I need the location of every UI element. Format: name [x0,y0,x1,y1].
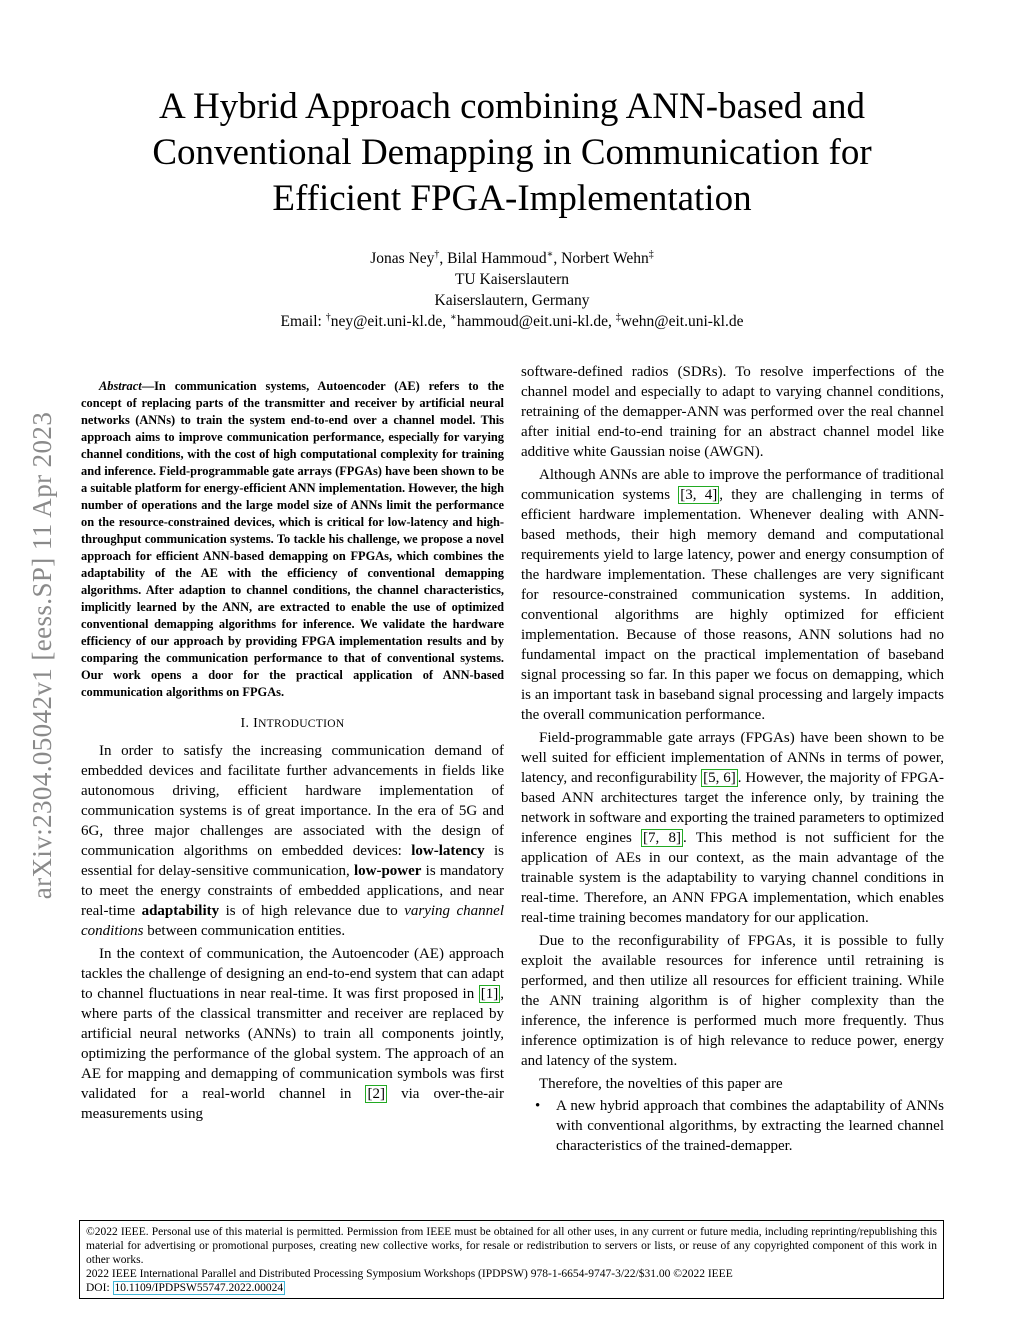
paragraph-novelties: Therefore, the novelties of this paper are [539,1076,783,1092]
title-line-3: Efficient FPGA-Implementation [272,178,752,219]
copyright-notice: ©2022 IEEE. Personal use of this material is permitted. Permission from IEEE must be obtained for all other uses, in any current or future media, including reprinting/republishing this material for advertising or promotional purposes, creating new collective works, for resale or redistribution to servers or lists, or reuse of any copyrighted component of this work in other works. [86,1226,937,1266]
citation-link[interactable]: [5, 6] [703,770,736,786]
paragraph-fpga: Field-programmable gate arrays (FPGAs) have been shown to be well suited for efficient implementation of ANNs in terms of power, latency, and reconfigurability [5, 6] . However, the majority of FPGA-based ANN architectures target the inference only, by training the network in software and exporting the trained parameters to optimized inference engines [7, 8] . This method is not sufficient for the application of AEs in our context, as the main advantage of the trainable system is the adaptability to varying channel conditions in real-time. Therefore, an ANN FPGA implementation, which enables real-time training becomes mandatory for our application. [521,730,944,926]
title-line-1: A Hybrid Approach combining ANN-based and [159,86,865,127]
arxiv-id: arXiv:2304.05042v1 [eess.SP] 11 Apr 2023 [27,411,58,899]
doi-line: DOI: 10.1109/IPDPSW55747.2022.00024 [86,1282,284,1294]
email-link[interactable]: hammoud@eit.uni-kl.de, [456,313,616,330]
title-line-2: Conventional Demapping in Communication for [152,132,872,173]
citation-link[interactable]: [3, 4] [680,487,718,503]
email-link[interactable]: ney@eit.uni-kl.de, [330,313,451,330]
novelty-list [521,1096,944,1156]
paragraph-reconfigurability: Due to the reconfigurability of FPGAs, it is possible to fully exploit the available resources for inference until retraining is performed, and then utilize all resources for efficient training. While the ANN training algorithm is of higher complexity than the inference, the inference is performed much more frequently. Thus inference optimization is of high relevance to reduce power, energy and latency of the system. [521,933,944,1069]
abstract-text: —In communication systems, Autoencoder (AE) refers to the concept of replacing parts of the transmitter and receiver by artificial neural networks (ANNs) to train the system end-to-end over a channel model. This approach aims to improve communication performance, especially for varying channel conditions, with the cost of high computational complexity for training and inference. Field-programmable gate arrays (FPGAs) have been shown to be a suitable platform for energy-efficient ANN implementation. However, the high number of operations and the large model size of ANNs limit the performance on the resource-constrained devices, which is critical for low-latency and high-throughput communication systems. To tackle his challenge, we propose a novel approach for efficient ANN-based demapping on FPGAs, which combines the adaptability of the AE with the efficiency of conventional demapping algorithms. After adaption to channel conditions, the channel characteristics, implicitly learned by the ANN, are extracted to enable the use of optimized conventional demapping algorithms for inference. We validate the hardware efficiency of our approach by providing FPGA implementation results and by comparing the communication performance to that of conventional systems. Our work opens a door for the practical application of ANN-based communication algorithms on FPGAs. [81,379,504,699]
citation-link[interactable]: [2] [367,1086,385,1102]
intro-paragraph-1: In order to satisfy the increasing communication demand of embedded devices and facilitate further advancements in fields like autonomous driving, efficient hardware implementation of communication systems is of great importance. In the era of 5G and 6G, three major challenges are associated with the design of communication algorithms on embedded devices: low-latency is essential for delay-sensitive communication, low-power is mandatory to meet the energy constraints of embedded applications, and near real-time adaptability is of high relevance due to varying channel conditions between communication entities. [81,743,504,939]
author-names: Jonas Ney†, Bilal Hammoud∗, Norbert Wehn‡ [370,248,654,267]
email-link[interactable]: wehn@eit.uni-kl.de [620,313,744,330]
copyright-footer [79,1220,944,1299]
abstract [81,378,504,701]
right-column [521,362,944,1156]
affiliation: TU Kaiserslautern [454,271,570,288]
location: Kaiserslautern, Germany [434,292,590,309]
citation-link[interactable]: [7, 8] [643,830,681,846]
doi-link[interactable]: 10.1109/IPDPSW55747.2022.00024 [114,1282,284,1294]
paragraph-continued: software-defined radios (SDRs). To resolve imperfections of the channel model and especially to adapt to varying channel conditions, retraining of the demapper-ANN was performed over the real channel after initial end-to-end training for an abstract channel model like additive white Gaussian noise (AWGN). [521,364,944,460]
paragraph-ann-challenges: Although ANNs are able to improve the performance of traditional communication systems [3, 4] , they are challenging in terms of efficient hardware implementation. Whenever dealing with ANN-based methods, their high memory demand and computational requirements yield to large latency, power and energy consumption of the hardware implementation. These challenges are very significant for resource-constrained communication systems. In addition, conventional algorithms are highly optimized for efficient implementation. Because of those reasons, ANN solutions had no fundamental impact on the practical implementation of baseband signal processing so far. In this paper we focus on demapping, which is an important task in baseband signal processing and largely impacts the overall communication performance. [521,467,944,723]
venue-line: 2022 IEEE International Parallel and Distributed Processing Symposium Workshops (IPDPSW) 978-1-6654-9747-3/22/$31.00 ©2022 IEEE [86,1268,733,1280]
citation-link[interactable]: [1] [480,986,499,1002]
paper-title [90,84,934,222]
list-item: • A new hybrid approach that combines the adaptability of ANNs with conventional algorithms, by extracting the learned channel characteristics of the trained-demapper. [521,1096,944,1156]
author-block [90,248,934,332]
abstract-label: Abstract [99,379,142,393]
section-heading-introduction: I. INTRODUCTION [240,716,345,731]
email-line: Email: †ney@eit.uni-kl.de, ∗hammoud@eit.uni-kl.de, ‡wehn@eit.uni-kl.de [280,311,744,330]
arxiv-sidebar [18,350,68,960]
intro-paragraph-2: In the context of communication, the Autoencoder (AE) approach tackles the challenge of designing an end-to-end system that can adapt to channel fluctuations in near real-time. It was first proposed in [1] , where parts of the classical transmitter and receiver are replaced by artificial neural networks (ANNs) to train all components jointly, optimizing the performance of the global system. The approach of an AE for mapping and demapping of communication symbols was first validated for a real-world channel in [2] via over-the-air measurements using [81,946,504,1122]
left-column [81,378,504,1124]
